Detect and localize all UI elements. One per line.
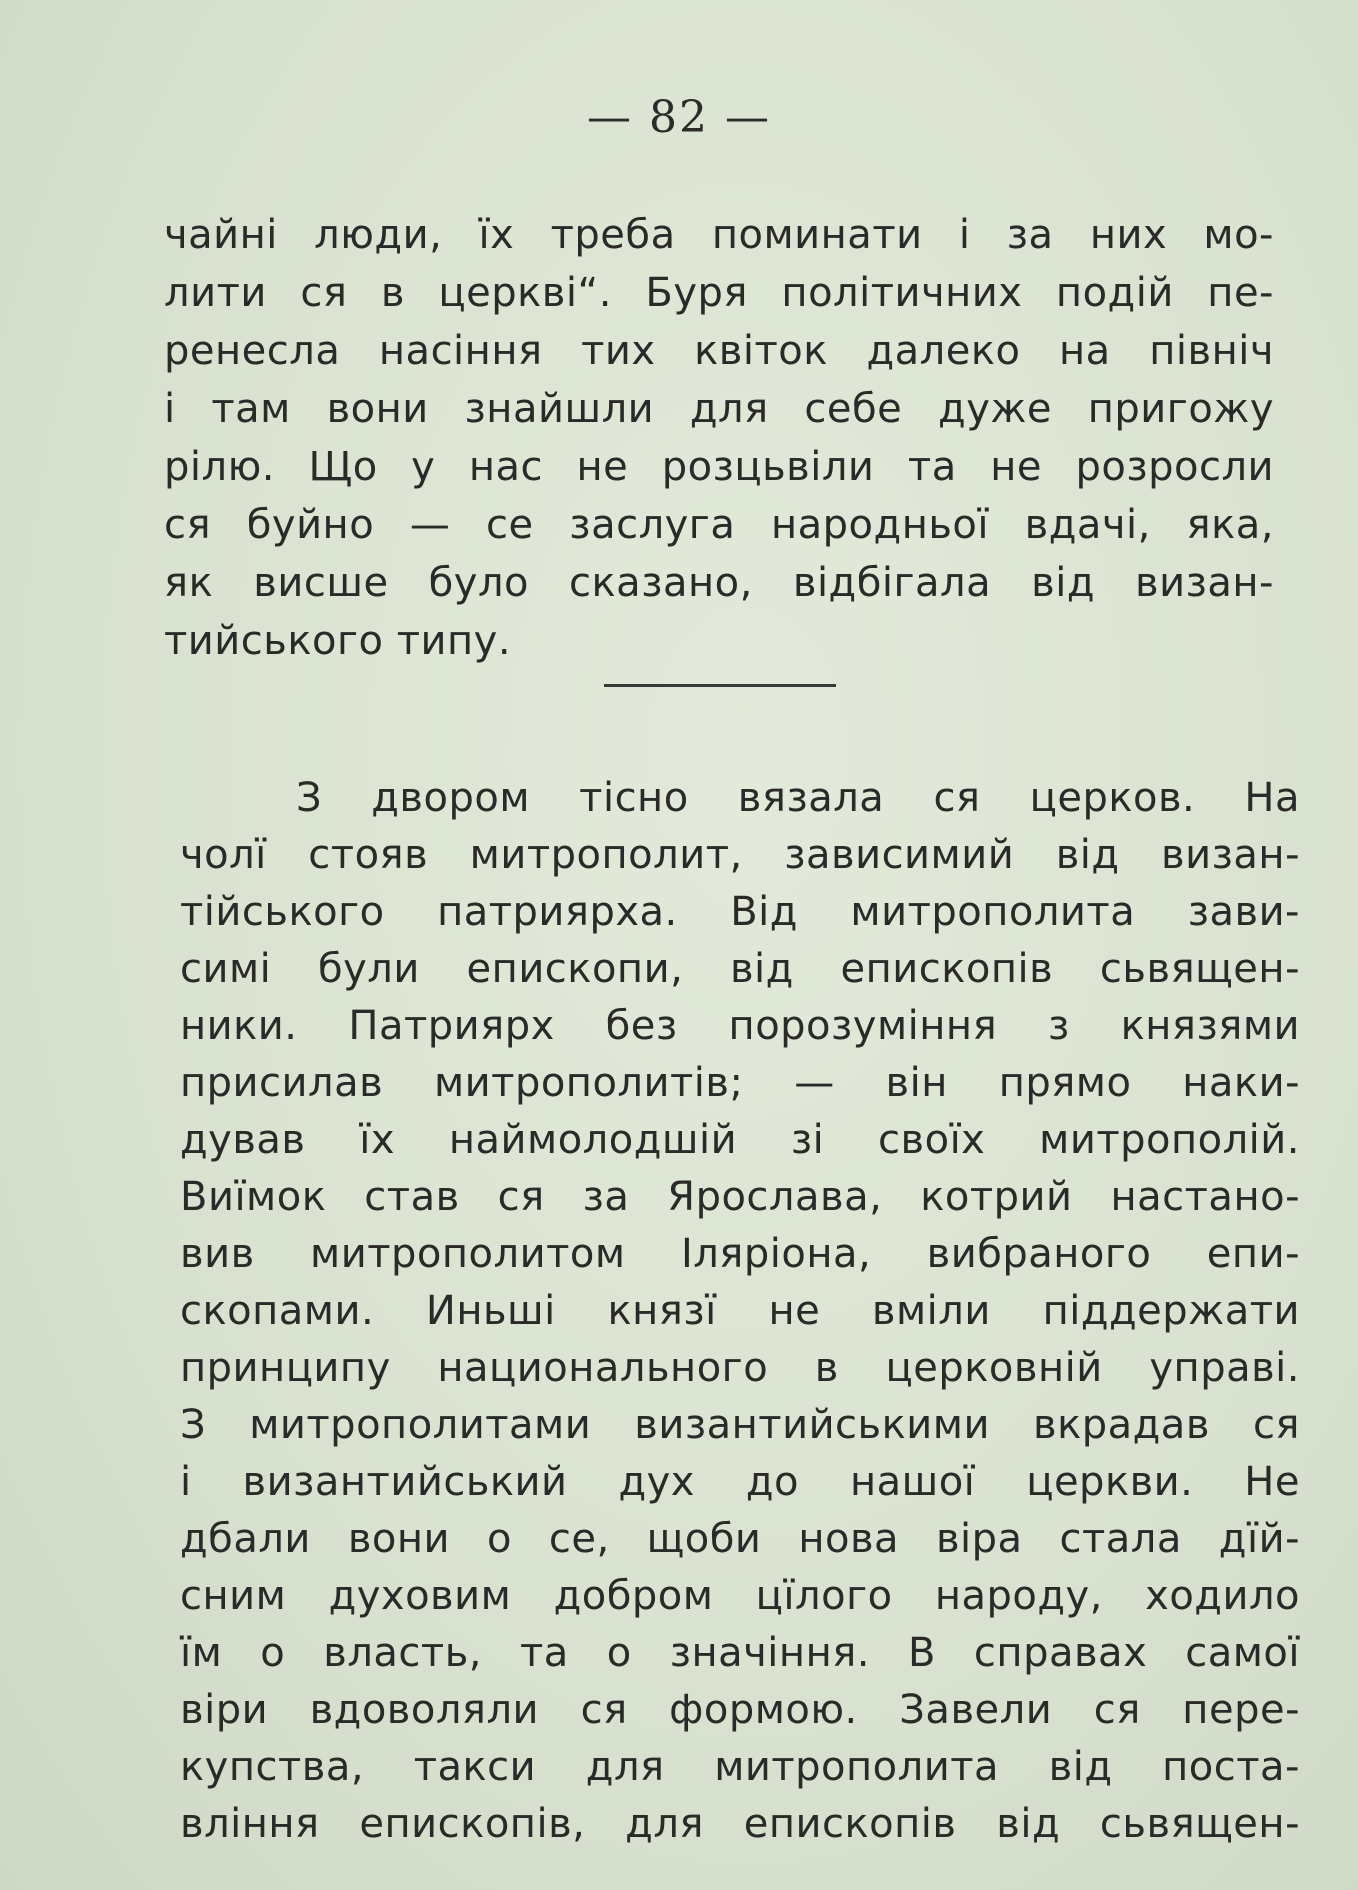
page-number: — 82 — — [587, 92, 771, 143]
text-line: симі були епископи, від епископів сьвящен- — [180, 946, 1300, 992]
text-line: тійського патрияpха. Від митрополита зави- — [180, 889, 1300, 935]
section-separator — [604, 684, 836, 687]
text-line: вив митрополитом Іляріона, вибраного епи- — [180, 1231, 1300, 1277]
text-line: ники. Патрияpх без порозуміння з князями — [180, 1003, 1300, 1049]
text-line: ренесла насіння тих квіток далеко на північ — [164, 328, 1274, 374]
text-line: скопами. Иньші князї не вміли піддержати — [180, 1288, 1300, 1334]
text-line: тийського типу. — [164, 618, 512, 664]
text-line: лити ся в церкві“. Буря політичних подій пе- — [164, 270, 1274, 316]
text-line: і византийський дух до нашої церкви. Не — [180, 1459, 1300, 1505]
text-line: віри вдоволяли ся формою. Завели ся пере- — [180, 1687, 1300, 1733]
text-line: рілю. Що у нас не розцьвіли та не розросли — [164, 444, 1274, 490]
text-line: сним духовим добром цїлого народу, ходило — [180, 1573, 1300, 1619]
text-line: З двором тісно вязала ся церков. На — [296, 775, 1300, 821]
text-line: вління епископів, для епископів від сьвящен- — [180, 1801, 1300, 1847]
text-line: чолї стояв митрополит, зависимий від визан- — [180, 832, 1300, 878]
text-line: принципу национального в церковній управі. — [180, 1345, 1300, 1391]
text-line: З митрополитами византийськими вкрадав ся — [180, 1402, 1300, 1448]
text-line: як висше було сказано, відбігала від визан- — [164, 560, 1274, 606]
paragraph-1 — [164, 206, 1274, 670]
text-line: ся буйно — се заслуга народньої вдачі, яка, — [164, 502, 1274, 548]
text-line: Виїмок став ся за Ярослава, котрий настано- — [180, 1174, 1300, 1220]
paragraph-2 — [180, 770, 1300, 1853]
text-line: чайні люди, їх треба поминати і за них мо- — [164, 212, 1274, 258]
text-line: присилав митрополитів; — він прямо наки- — [180, 1060, 1300, 1106]
text-line: купства, такси для митрополита від поста- — [180, 1744, 1300, 1790]
text-line: дував їх наймолодшій зі своїх митрополій. — [180, 1117, 1300, 1163]
text-line: і там вони знайшли для себе дуже пригожу — [164, 386, 1274, 432]
text-line: дбали вони о се, щоби нова віра стала дїй- — [180, 1516, 1300, 1562]
text-line: їм о власть, та о значіння. В справах самої — [180, 1630, 1300, 1676]
